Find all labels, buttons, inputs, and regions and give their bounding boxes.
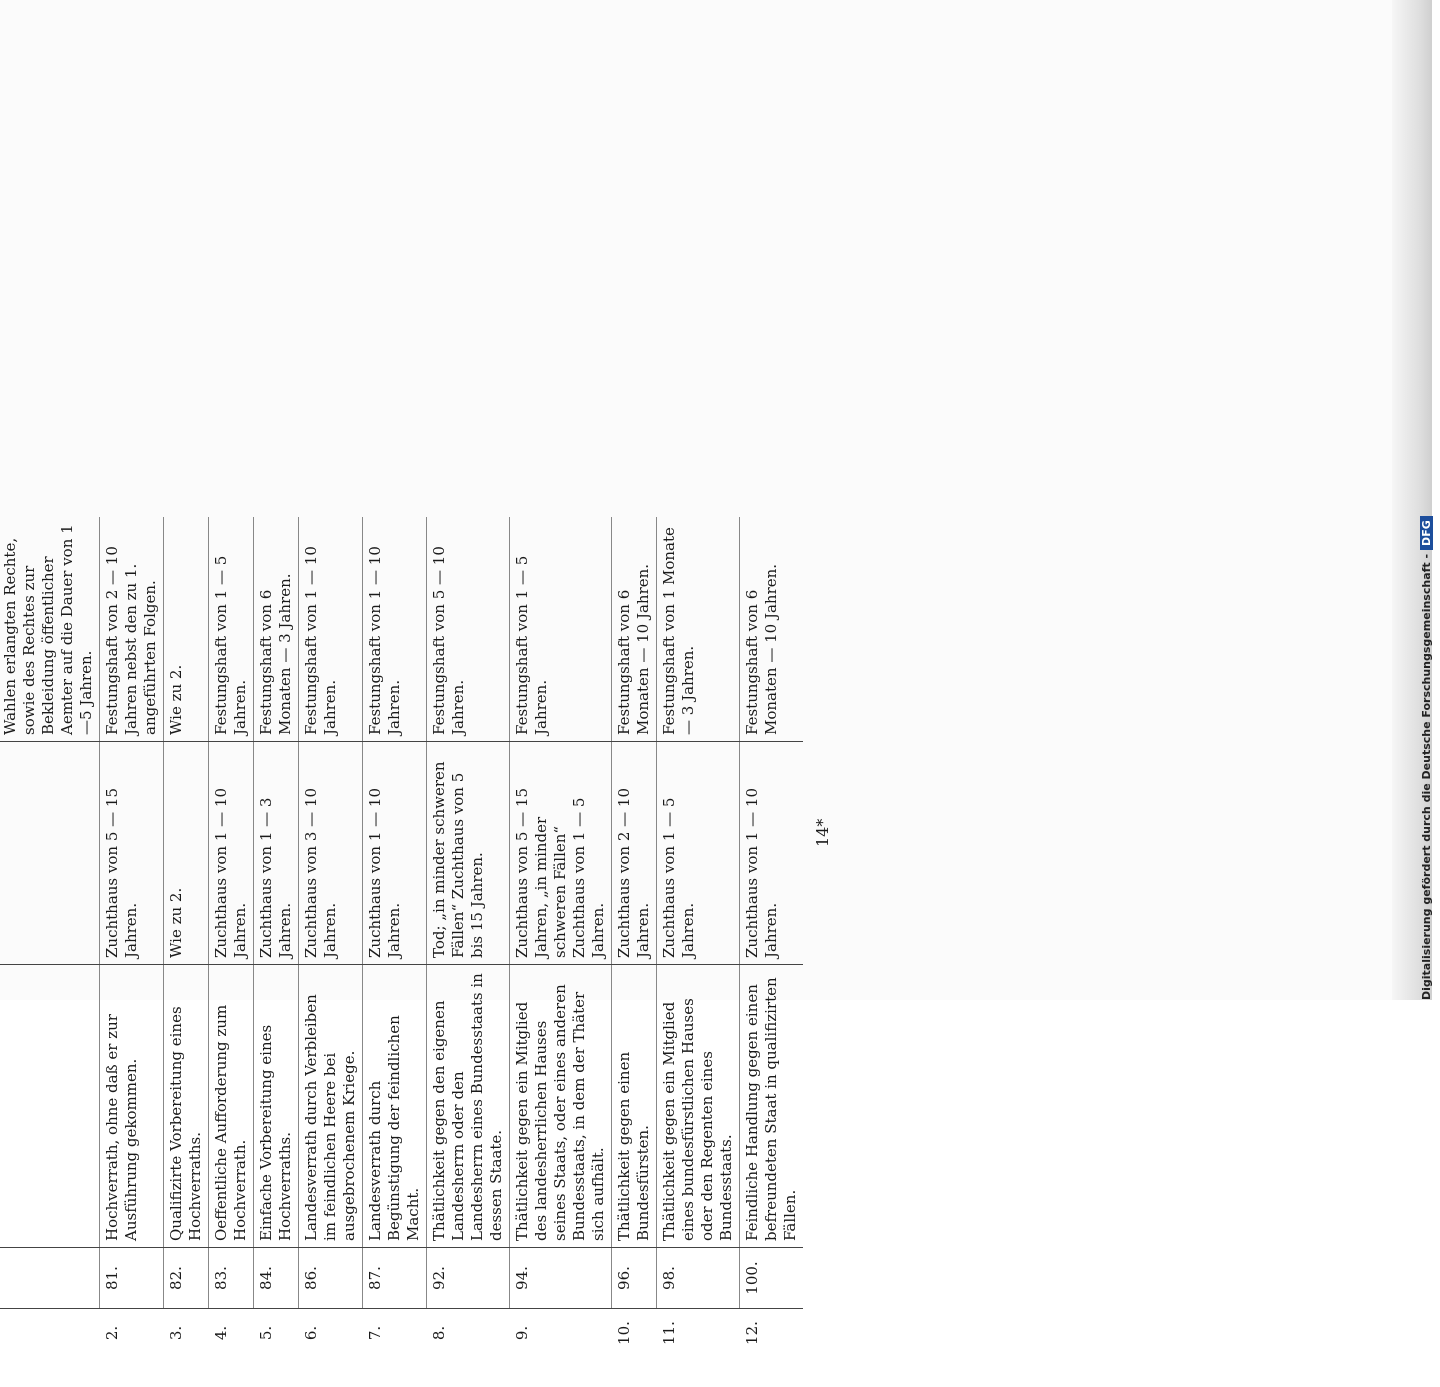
mitigated-penalty-cell: Festungshaft von 5 — 10 Jahren. — [427, 517, 510, 742]
crimes-table — [0, 517, 803, 1357]
row-number: 12. — [742, 1321, 761, 1345]
table-row — [299, 517, 363, 1357]
row-number: 4. — [211, 1325, 230, 1341]
mitigated-penalty-cell: Festungshaft von 1 — 5 Jahren. — [510, 517, 612, 742]
row-number: 10. — [614, 1321, 633, 1345]
table-row — [740, 517, 804, 1357]
crime-cell: Thätlichkeit gegen ein Mitglied eines bundesfürstlichen Hauses oder den Regenten eines Bundesstaats. — [657, 965, 740, 1248]
mitigated-penalty-cell: Wie zu 2. — [164, 517, 209, 742]
paragraph-number: 100. — [740, 1248, 804, 1309]
table-body — [0, 517, 803, 1357]
paragraph-number: 92. — [427, 1248, 510, 1309]
mitigated-penalty-cell: Wahlen erlangten Rechte, sowie des Rechtes zur Bekleidung öffentlicher Aemter auf die Dauer von 1—5 Jahren. — [0, 517, 100, 742]
row-number: 3. — [166, 1325, 185, 1341]
table-row — [0, 517, 100, 1357]
digitization-text: Digitalisierung gefördert durch die Deutsche Forschungsgemeinschaft - — [1420, 553, 1433, 1000]
ordinary-penalty-cell: Zuchthaus von 3 — 10 Jahren. — [299, 742, 363, 965]
row-number — [0, 1309, 100, 1358]
paragraph-number: 86. — [299, 1248, 363, 1309]
mitigated-penalty-cell: Festungshaft von 6 Monaten — 3 Jahren. — [254, 517, 299, 742]
table-row — [612, 517, 657, 1357]
crime-cell: Landesverrath durch Begünstigung der feindlichen Macht. — [363, 965, 427, 1248]
table-row — [657, 517, 740, 1357]
mitigated-penalty-cell: Festungshaft von 6 Monaten — 10 Jahren. — [612, 517, 657, 742]
paragraph-number: 87. — [363, 1248, 427, 1309]
row-number: 2. — [102, 1325, 121, 1341]
paragraph-number: 96. — [612, 1248, 657, 1309]
digitization-note — [1420, 0, 1440, 1000]
paragraph-number: 81. — [100, 1248, 164, 1309]
table-row — [510, 517, 612, 1357]
rotated-page-content — [0, 487, 873, 1387]
table-row — [254, 517, 299, 1357]
mitigated-penalty-cell: Festungshaft von 1 — 5 Jahren. — [209, 517, 254, 742]
paragraph-number: 98. — [657, 1248, 740, 1309]
crime-cell: Oeffentliche Aufforderung zum Hochverrath. — [209, 965, 254, 1248]
crime-cell: Thätlichkeit gegen den eigenen Landesherrn oder den Landesherrn eines Bundesstaats in dessen Staate. — [427, 965, 510, 1248]
ordinary-penalty-cell: Zuchthaus von 2 — 10 Jahren. — [612, 742, 657, 965]
paragraph-number: 83. — [209, 1248, 254, 1309]
paragraph-number: 94. — [510, 1248, 612, 1309]
row-number: 11. — [659, 1321, 678, 1345]
crime-cell: Einfache Vorbereitung eines Hochverraths. — [254, 965, 299, 1248]
table-row — [209, 517, 254, 1357]
crime-cell: Hochverrath, ohne daß er zur Ausführung gekommen. — [100, 965, 164, 1248]
ordinary-penalty-cell: Zuchthaus von 5 — 15 Jahren. — [100, 742, 164, 965]
ordinary-penalty-cell: Zuchthaus von 1 — 10 Jahren. — [363, 742, 427, 965]
crime-cell: Thätlichkeit gegen einen Bundesfürsten. — [612, 965, 657, 1248]
row-number: 6. — [301, 1325, 320, 1341]
crime-cell: Feindliche Handlung gegen einen befreundeten Staat in qualifizirten Fällen. — [740, 965, 804, 1248]
table-row — [427, 517, 510, 1357]
row-number: 9. — [512, 1325, 531, 1341]
mitigated-penalty-cell: Festungshaft von 6 Monaten — 10 Jahren. — [740, 517, 804, 742]
table-row — [100, 517, 164, 1357]
ordinary-penalty-cell: Tod; „in minder schweren Fällen“ Zuchthaus von 5 bis 15 Jahren. — [427, 742, 510, 965]
ordinary-penalty-cell: Zuchthaus von 1 — 10 Jahren. — [740, 742, 804, 965]
paragraph-number — [0, 1248, 100, 1309]
row-number: 5. — [256, 1325, 275, 1341]
mitigated-penalty-cell: Festungshaft von 2 — 10 Jahren nebst den zu 1. angeführten Folgen. — [100, 517, 164, 742]
row-number: 7. — [365, 1325, 384, 1341]
paragraph-number: 84. — [254, 1248, 299, 1309]
crime-cell: Thätlichkeit gegen ein Mitglied des landesherrlichen Hauses seines Staats, oder eines anderen Bundesstaats, in dem der Thäter sich aufhält. — [510, 965, 612, 1248]
dfg-badge: DFG — [1420, 516, 1433, 550]
ordinary-penalty-cell — [0, 742, 100, 965]
crime-cell — [0, 965, 100, 1248]
table-row — [164, 517, 209, 1357]
ordinary-penalty-cell: Zuchthaus von 1 — 3 Jahren. — [254, 742, 299, 965]
crime-cell: Landesverrath durch Verbleiben im feindlichen Heere bei ausgebrochenem Kriege. — [299, 965, 363, 1248]
mitigated-penalty-cell: Festungshaft von 1 Monate — 3 Jahren. — [657, 517, 740, 742]
ordinary-penalty-cell: Zuchthaus von 5 — 15 Jahren, „in minder schweren Fällen“ Zuchthaus von 1 — 5 Jahren. — [510, 742, 612, 965]
ordinary-penalty-cell: Wie zu 2. — [164, 742, 209, 965]
signature-mark: 14* — [813, 818, 832, 847]
mitigated-penalty-cell: Festungshaft von 1 — 10 Jahren. — [363, 517, 427, 742]
crime-cell: Qualifizirte Vorbereitung eines Hochverraths. — [164, 965, 209, 1248]
row-number: 8. — [429, 1325, 448, 1341]
ordinary-penalty-cell: Zuchthaus von 1 — 10 Jahren. — [209, 742, 254, 965]
paragraph-number: 82. — [164, 1248, 209, 1309]
mitigated-penalty-cell: Festungshaft von 1 — 10 Jahren. — [299, 517, 363, 742]
table-row — [363, 517, 427, 1357]
ordinary-penalty-cell: Zuchthaus von 1 — 5 Jahren. — [657, 742, 740, 965]
